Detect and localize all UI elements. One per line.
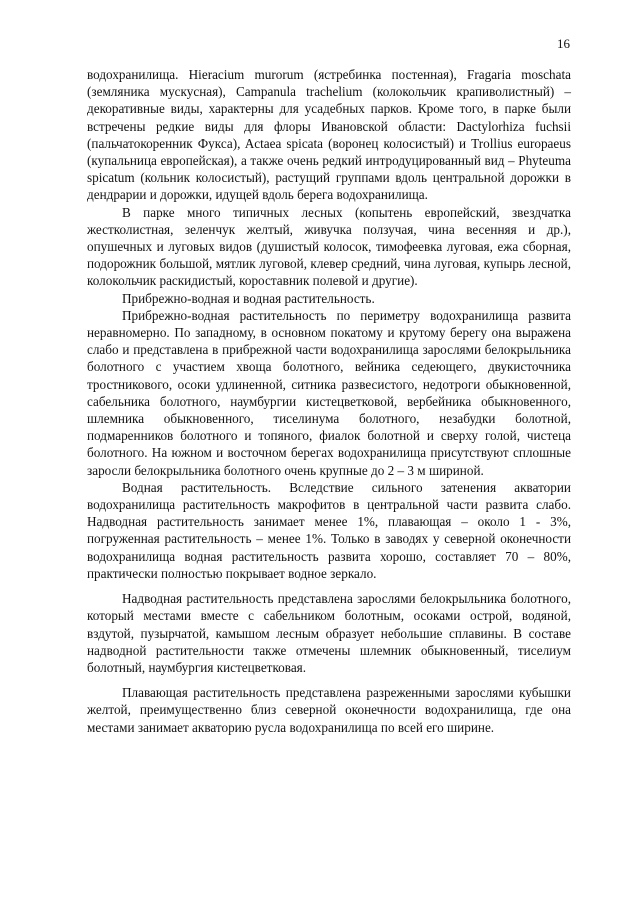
paragraph-parkland-species: водохранилища. Hieracium murorum (ястребинка постенная), Fragaria moschata (земляника мускусная), Campanula trachelium (колокольчик крапиволистный) – декоративные виды, характерны для усадебных парков. Кроме того, в парке были встречены редкие виды для флоры Ивановской области: Dactylorhiza fuchsii (пальчатокоренник Фукса), Actaea spicata (воронец колосистый) и Trollius europaeus (купальница европейская), а также очень редкий интродуцированный вид – Phyteuma spicatum (кольник колосистый), растущий группами вдоль центральной дорожки в дендрарии и дорожки, идущей вдоль берега водохранилища. bbox=[87, 67, 571, 203]
paragraph-forest-species: В парке много типичных лесных (копытень европейский, звездчатка жестколистная, зеленчук желтый, живучка ползучая, чина весенняя и др.), опушечных и луговых видов (душистый колосок, тимофеевка луговая, ежа сборная, подорожник большой, мятлик луговой, клевер средний, чина луговая, купырь лесной, колокольчик раскидистый, короставник полевой и другие). bbox=[87, 204, 571, 289]
section-heading-aquatic-vegetation: Прибрежно-водная и водная растительность. bbox=[122, 290, 375, 306]
paragraph-water-vegetation: Водная растительность. Вследствие сильного затенения акватории водохранилища растительность макрофитов в центральной части развита слабо. Надводная растительность занимает менее 1%, плавающая – около 1 - 3%, погруженная растительность – менее 1%. Только в заводях у северной оконечности водохранилища водная растительность развита хорошо, составляет 70 – 80%, практически полностью покрывает водное зеркало. bbox=[87, 479, 571, 581]
paragraph-emergent-vegetation: Надводная растительность представлена зарослями белокрыльника болотного, который местами вместе с сабельником болотным, осоками острой, водяной, вздутой, пузырчатой, камышом лесным образует небольшие сплавины. В составе надводной растительности также отмечены шлемник обыкновенный, тиселиум болотный, наумбургия кистецветковая. bbox=[87, 591, 571, 675]
paragraph-floating-vegetation: Плавающая растительность представлена разреженными зарослями кубышки желтой, преимущественно близ северной оконечности водохранилища, где она местами занимает акваторию русла водохранилища по всей его ширине. bbox=[87, 685, 571, 735]
document-body bbox=[87, 66, 571, 736]
page-number: 16 bbox=[557, 36, 570, 51]
paragraph-shore-vegetation: Прибрежно-водная растительность по периметру водохранилища развита неравномерно. По западному, в основном покатому и крутому берегу она выражена слабо и представлена в прибрежной части водохранилища зарослями белокрыльника болотного с участием хвоща болотного, вейника седеющего, двукисточника тростникового, осоки удлиненной, ситника развесистого, недотроги обыкновенной, сабельника болотного, наумбургии кистецветковой, вербейника обыкновенного, шлемника обыкновенного, тиселинума болотного, незабудки болотной, подмаренников болотного и топяного, фиалок болотной и сверху голой, чистеца болотного. На южном и восточном берегах водохранилища присутствуют сплошные заросли белокрыльника болотного очень крупные до 2 – 3 м шириной. bbox=[87, 307, 571, 478]
